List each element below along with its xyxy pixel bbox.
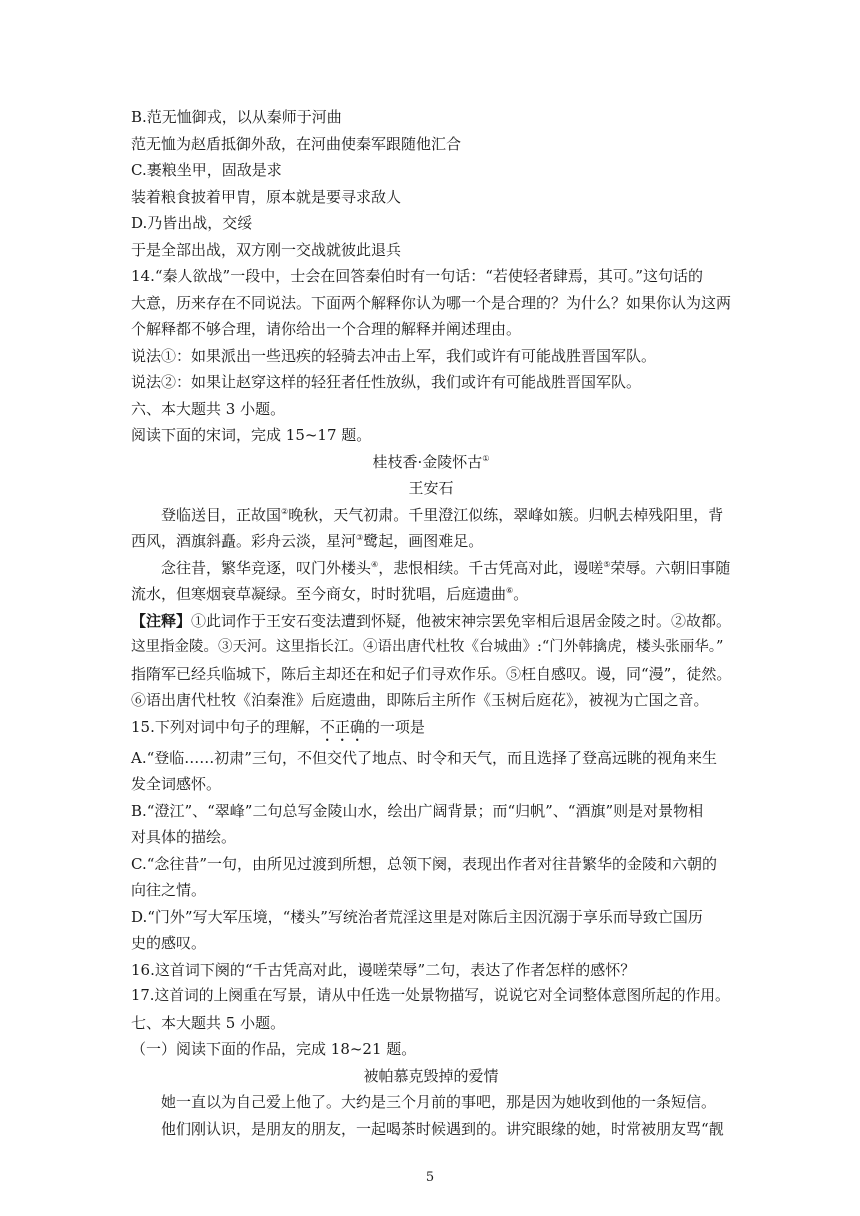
- notes-line-4: ⑥语出唐代杜牧《泊秦淮》后庭遗曲，即陈后主所作《玉树后庭花》，被视为亡国之音。: [131, 691, 709, 709]
- notes-line-1: 【注释】①此词作于王安石变法遭到怀疑，他被宋神宗罢免宰相后退居金陵之时。②故都。: [131, 611, 732, 630]
- section-6-instruction: 阅读下面的宋词，完成 15~17 题。: [131, 426, 372, 444]
- page-number: 5: [425, 1170, 435, 1185]
- poem-title: 桂枝香·金陵怀古①: [372, 452, 490, 471]
- question-16: 16.这首词下阕的“千古凭高对此，谩嗟荣辱”二句，表达了作者怎样的感怀？: [131, 960, 636, 979]
- story-paragraph-1: 她一直以为自己爱上他了。大约是三个月前的事吧，那是因为她收到他的一条短信。: [161, 1093, 717, 1111]
- question-14-line-3: 个解释都不够合理，请你给出一个合理的解释并阐述理由。: [131, 320, 522, 338]
- poem-stanza-1-line-2: 西风，酒旗斜矗。彩舟云淡，星河③鹭起，画图难足。: [131, 532, 484, 550]
- emphasis-not-correct: 不正确: [319, 717, 365, 736]
- notes-line-2: 这里指金陵。③天河。这里指长江。④语出唐代杜牧《台城曲》:“门外韩擒虎，楼头张丽华。”: [131, 639, 724, 655]
- question-15-option-a-line-2: 发全词感怀。: [131, 775, 222, 793]
- option-b-translation: 范无恤为赵盾抵御外敌，在河曲使秦军跟随他汇合: [131, 134, 462, 153]
- question-17: 17.这首词的上阕重在写景，请从中任选一处景物描写，说说它对全词整体意图所起的作用。: [131, 987, 730, 1004]
- story-paragraph-2: 他们刚认识，是朋友的朋友，一起喝茶时候遇到的。讲究眼缘的她，时常被朋友骂“靓: [161, 1119, 724, 1138]
- option-b-text: B.范无恤御戎，以从秦师于河曲: [131, 108, 342, 126]
- poem-stanza-1-line-1: 登临送目，正故国②晚秋，天气初肃。千里澄江似练，翠峰如簇。归帆去棹残阳里，背: [161, 505, 724, 524]
- option-c-text: C.裹粮坐甲，固敌是求: [131, 161, 282, 179]
- poem-stanza-2-line-2: 流水，但寒烟衰草凝绿。至今商女，时时犹唱，后庭遗曲⑥。: [131, 585, 529, 603]
- notes-heading: 【注释】: [131, 611, 192, 630]
- section-6-heading: 六、本大题共 3 小题。: [131, 399, 286, 418]
- question-14-line-1: 14.“秦人欲战”一段中，士会在回答秦伯时有一句话：“若使轻者肆焉，其可。”这句话的: [131, 267, 704, 285]
- question-14-line-2: 大意，历来存在不同说法。下面两个解释你认为哪一个是合理的？为什么？如果你认为这两: [131, 293, 732, 312]
- interpretation-1: 说法①：如果派出一些迅疾的轻骑去冲击上军，我们或许有可能战胜晋国军队。: [131, 346, 657, 365]
- question-15-option-c-line-2: 向往之情。: [131, 881, 207, 899]
- option-d-text: D.乃皆出战，交绥: [131, 214, 253, 232]
- question-15-option-a-line-1: A.“登临……初肃”三句，不但交代了地点、时令和天气，而且选择了登高远眺的视角来生: [131, 748, 717, 767]
- story-title: 被帕慕克毁掉的爱情: [363, 1066, 499, 1085]
- question-15-option-d-line-1: D.“门外”写大军压境，“楼头”写统治者荒淫这里是对陈后主因沉溺于享乐而导致亡国历: [131, 907, 703, 926]
- section-7-instruction: （一）阅读下面的作品，完成 18~21 题。: [131, 1040, 417, 1058]
- poem-stanza-2-line-1: 念往昔，繁华竞逐，叹门外楼头④，悲恨相续。千古凭高对此，谩嗟⑤荣辱。六朝旧事随: [161, 558, 731, 577]
- interpretation-2: 说法②：如果让赵穿这样的轻狂者任性放纵，我们或许有可能战胜晋国军队。: [131, 373, 642, 391]
- question-15-stem: 15.下列对词中句子的理解，不正确的一项是: [131, 717, 425, 736]
- notes-line-3: 指隋军已经兵临城下，陈后主却还在和妃子们寻欢作乐。⑤枉自感叹。谩，同“漫”，徒然。: [131, 664, 732, 683]
- question-15-option-b-line-1: B.“澄江”、“翠峰”二句总写金陵山水，绘出广阔背景；而“归帆”、“酒旗”则是对景物相: [131, 801, 704, 820]
- section-7-heading: 七、本大题共 5 小题。: [131, 1013, 286, 1032]
- question-15-option-b-line-2: 对具体的描绘。: [131, 828, 237, 846]
- option-c-translation: 装着粮食披着甲胄，原本就是要寻求敌人: [131, 187, 402, 206]
- question-15-option-d-line-2: 史的感叹。: [131, 934, 207, 952]
- page-content: [131, 104, 731, 1142]
- option-d-translation: 于是全部出战，双方刚一交战就彼此退兵: [131, 240, 402, 259]
- question-15-option-c-line-1: C.“念往昔”一句，由所见过渡到所想，总领下阕，表现出作者对往昔繁华的金陵和六朝的: [131, 854, 718, 873]
- poem-author: 王安石: [408, 479, 454, 497]
